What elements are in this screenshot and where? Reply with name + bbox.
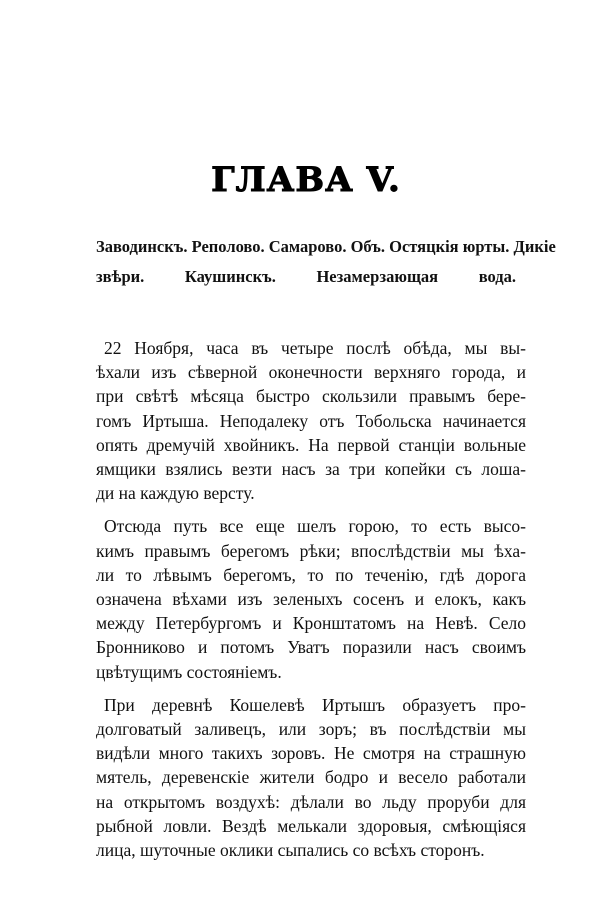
paragraph-line: долговатый заливецъ, или зоръ; въ послѣдствіи мы (96, 719, 526, 740)
paragraph-line: между Петербургомъ и Кронштатомъ на Невѣ. Село (96, 613, 526, 634)
paragraph-line: ямщики взялись везти насъ за три копейки съ лоша- (96, 459, 526, 480)
chapter-body (96, 336, 526, 871)
chapter-title: ГЛАВА V. (211, 160, 401, 200)
paragraph-line: 22 Ноября, часа въ четыре послѣ обѣда, мы вы- (104, 338, 526, 358)
paragraph-line: ди на каждую версту. (96, 483, 255, 504)
paragraph-line: мятель, деревенскіе жители бодро и весело работали (96, 767, 526, 788)
paragraph-line: гомъ Иртыша. Неподалеку отъ Тобольска начинается (96, 410, 526, 431)
paragraph-line: опять дремучій хвойникъ. На первой станціи вольные (96, 434, 526, 455)
paragraph-line: на открытомъ воздухѣ: дѣлали во льду проруби для (96, 791, 526, 812)
paragraph (96, 514, 526, 683)
paragraph-line: означена вѣхами изъ зеленыхъ сосенъ и елокъ, какъ (96, 589, 526, 610)
paragraph-line: Отсюда путь все еще шелъ горою, то есть высо- (104, 516, 526, 537)
paragraph-line: цвѣтущимъ состояніемъ. (96, 661, 282, 682)
paragraph-line: Бронниково и потомъ Уватъ поразили насъ своимъ (96, 637, 526, 658)
paragraph (96, 336, 526, 505)
paragraph (96, 693, 526, 862)
paragraph-line: ѣхали изъ сѣверной оконечности верхняго города, и (96, 362, 526, 383)
summary-line: Заводинскъ. Реполово. Самарово. Объ. Остяцкія юрты. Дикіе (96, 237, 556, 256)
paragraph-line: При деревнѣ Кошелевѣ Иртышъ образуетъ про- (104, 694, 526, 715)
paragraph-line: при свѣтѣ мѣсяца быстро скользили правымъ бере- (96, 386, 526, 407)
paragraph-line: рыбной ловли. Вездѣ мелькали здоровыя, смѣющіяся (96, 815, 526, 836)
paragraph-line: кимъ правымъ берегомъ рѣки; впослѣдствіи мы ѣха- (96, 540, 526, 561)
paragraph-line: ли то лѣвымъ берегомъ, то по теченію, гдѣ дорога (96, 564, 526, 585)
summary-line: звѣри. Каушинскъ. Незамерзающая вода. (96, 267, 516, 286)
chapter-summary (96, 232, 556, 292)
paragraph-line: видѣли много такихъ зоровъ. Не смотря на страшную (96, 743, 526, 764)
paragraph-line: лица, шуточные оклики сыпались со всѣхъ сторонъ. (96, 840, 485, 861)
